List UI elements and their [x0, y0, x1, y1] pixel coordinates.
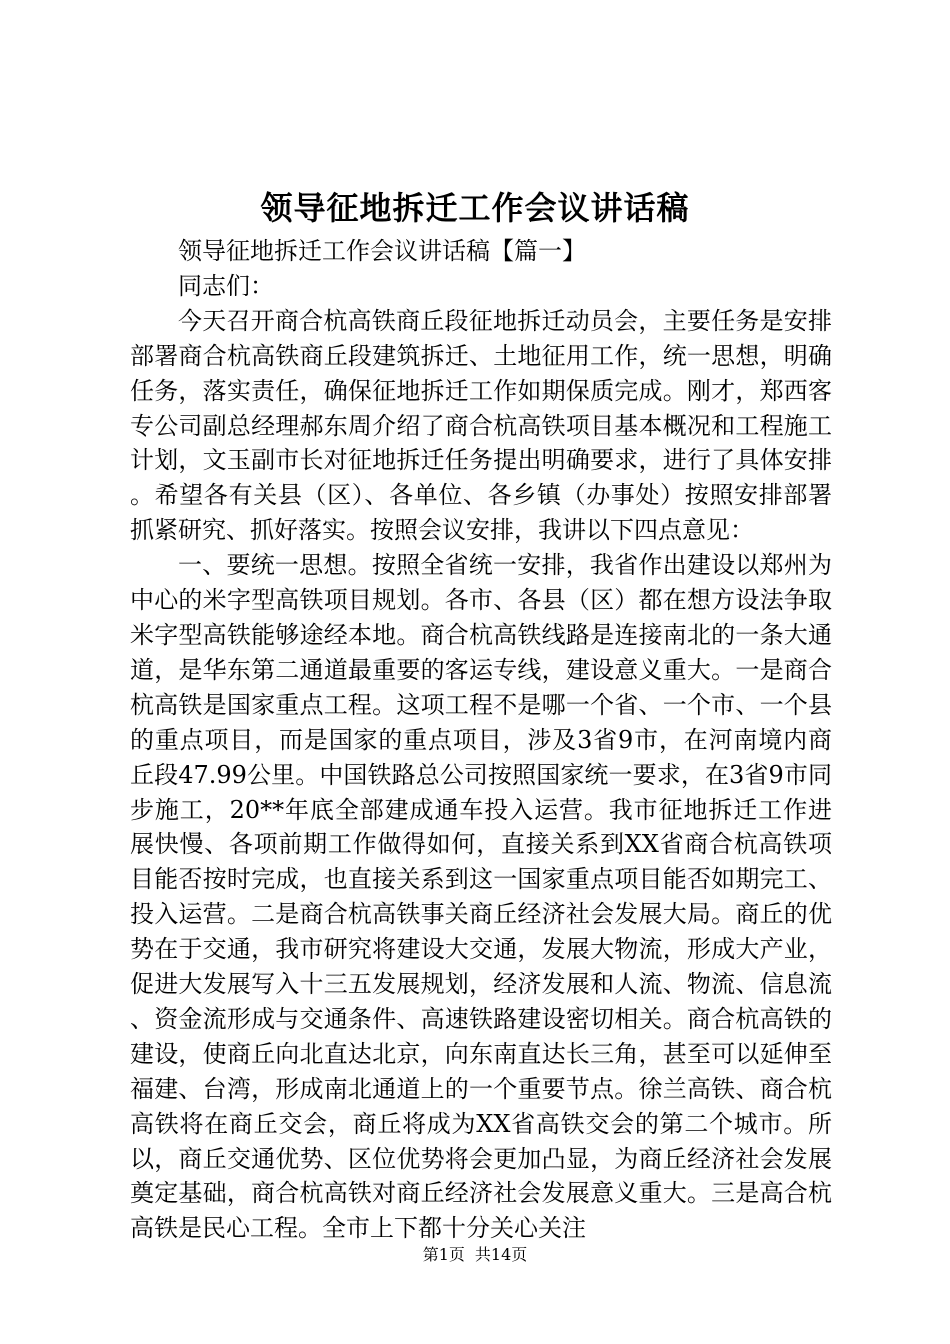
- page-number: 第1页: [422, 1245, 465, 1264]
- body-paragraph: 今天召开商合杭高铁商丘段征地拆迁动员会，主要任务是安排部署商合杭高铁商丘段建筑拆迁、土地征用工作，统一思想，明确任务，落实责任，确保征地拆迁工作如期保质完成。刚才，郑西客专公司副总经理郝东周介绍了商合杭高铁项目基本概况和工程施工计划，文玉副市长对征地拆迁任务提出明确要求，进行了具体安排。希望各有关县（区）、各单位、各乡镇（办事处）按照安排部署抓紧研究、抓好落实。按照会议安排，我讲以下四点意见：: [130, 306, 832, 545]
- document-body: [130, 234, 832, 1246]
- page-total: 共14页: [474, 1245, 528, 1264]
- body-paragraph: 一、要统一思想。按照全省统一安排，我省作出建设以郑州为中心的米字型高铁项目规划。各市、各县（区）都在想方设法争取米字型高铁能够途经本地。商合杭高铁线路是连接南北的一条大通道，是华东第二通道最重要的客运专线，建设意义重大。一是商合杭高铁是国家重点工程。这项工程不是哪一个省、一个市、一个县的重点项目，而是国家的重点项目，涉及3省9市，在河南境内商丘段47.99公里。中国铁路总公司按照国家统一要求，在3省9市同步施工，20**年底全部建成通车投入运营。我市征地拆迁工作进展快慢、各项前期工作做得如何，直接关系到XX省商合杭高铁项目能否按时完成，也直接关系到这一国家重点项目能否如期完工、投入运营。二是商合杭高铁事关商丘经济社会发展大局。商丘的优势在于交通，我市研究将建设大交通，发展大物流，形成大产业，促进大发展写入十三五发展规划，经济发展和人流、物流、信息流、资金流形成与交通条件、高速铁路建设密切相关。商合杭高铁的建设，使商丘向北直达北京，向东南直达长三角，甚至可以延伸至福建、台湾，形成南北通道上的一个重要节点。徐兰高铁、商合杭高铁将在商丘交会，商丘将成为XX省高铁交会的第二个城市。所以，商丘交通优势、区位优势将会更加凸显，为商丘经济社会发展奠定基础，商合杭高铁对商丘经济社会发展意义重大。三是高合杭高铁是民心工程。全市上下都十分关心关注: [130, 551, 832, 1243]
- page-footer: [0, 1244, 950, 1266]
- document-title: 领导征地拆迁工作会议讲话稿: [260, 189, 690, 227]
- salutation: 同志们：: [178, 271, 274, 300]
- section-heading: 领导征地拆迁工作会议讲话稿【篇一】: [178, 237, 586, 265]
